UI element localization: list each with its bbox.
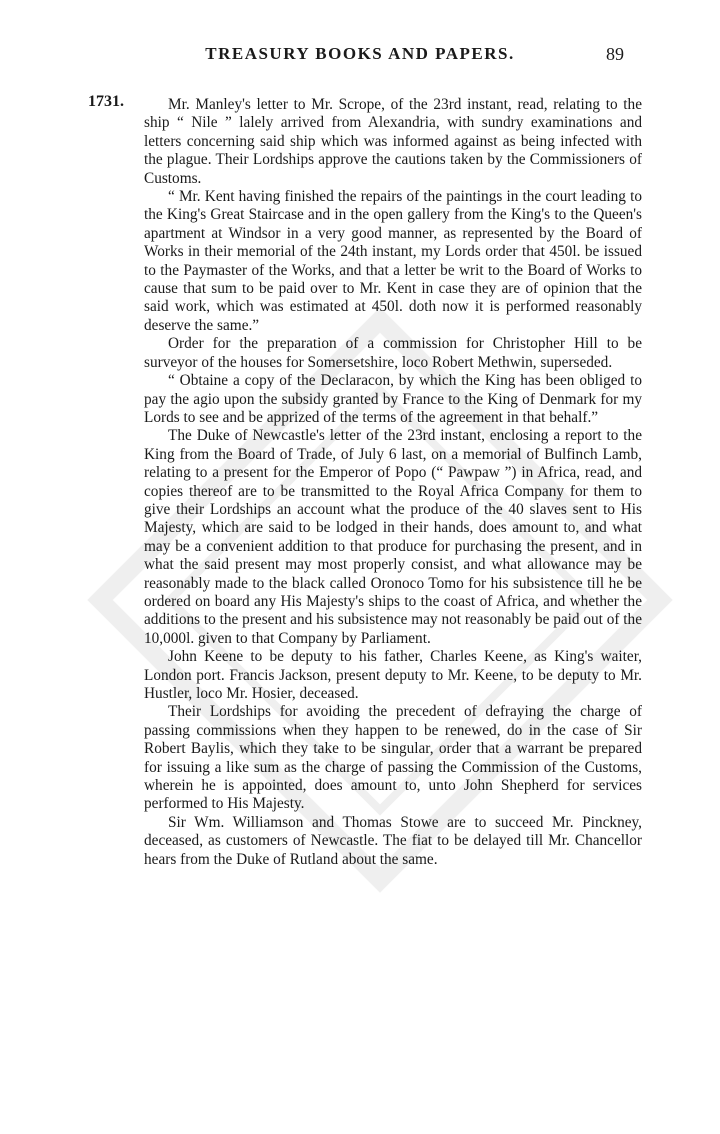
running-title: TREASURY BOOKS AND PAPERS.: [205, 44, 515, 63]
paragraph: Order for the preparation of a commission for Christopher Hill to be surveyor of the houses for Somersetshire, loco Robert Methwin, superseded.: [144, 335, 642, 371]
paragraph: “ Obtaine a copy of the Declaracon, by which the King has been obliged to pay the agio upon the subsidy granted by France to the King of Denmark for my Lords to see and be apprized of the terms of the agreement in that behalf.”: [144, 372, 642, 426]
paragraph: “ Mr. Kent having finished the repairs of the paintings in the court leading to the King's Great Staircase and in the open gallery from the King's to the Queen's apartment at Windsor in a very good manner, as represented by the Board of Works in their memorial of the 24th instant, my Lords order that 450l. be issued to the Paymaster of the Works, and that a letter be writ to the Board of Works to cause that sum to be paid over to Mr. Kent in case they are of opinion that the said work, which was estimated at 450l. doth now it is performed reasonably deserve the same.”: [144, 188, 642, 334]
running-head: [0, 44, 720, 68]
paragraph: Mr. Manley's letter to Mr. Scrope, of the 23rd instant, read, relating to the ship “ Nile ” lalely arrived from Alexandria, with sundry examinations and letters concerning said ship which was informed against as being infected with the plague. Their Lordships approve the cautions taken by the Commissioners of Customs.: [144, 96, 642, 187]
paragraph: John Keene to be deputy to his father, Charles Keene, as King's waiter, London port. Francis Jackson, present deputy to Mr. Keene, to be deputy to Mr. Hustler, loco Mr. Hosier, deceased.: [144, 648, 642, 702]
paragraph: Sir Wm. Williamson and Thomas Stowe are to succeed Mr. Pinckney, deceased, as customers of Newcastle. The fiat to be delayed till Mr. Chancellor hears from the Duke of Rutland about the same.: [144, 813, 642, 868]
page-number: 89: [606, 44, 624, 64]
paragraph: Their Lordships for avoiding the precedent of defraying the charge of passing commissions when they happen to be renewed, do in the case of Sir Robert Baylis, which they take to be singular, order that a warrant be prepared for issuing a like sum as the charge of passing the Commission of the Customs, wherein he is appointed, does amount to, unto John Shepherd for services performed to His Majesty.: [144, 703, 642, 813]
paragraph: The Duke of Newcastle's letter of the 23rd instant, enclosing a report to the King from the Board of Trade, of July 6 last, on a memorial of Bulfinch Lamb, relating to a present for the Emperor of Popo (“ Pawpaw ”) in Africa, read, and copies thereof are to be transmitted to the Royal Africa Company for them to give their Lordships an account what the produce of the 40 slaves sent to His Majesty, which are said to be lodged in their hands, does amount to, and what may be a convenient addition to that produce for purchasing the present, and in what the said present may most properly consist, and what allowance may be reasonably made to the black called Oronoco Tomo for his subsistence till he be ordered on board any His Majesty's ships to the coast of Africa, and whether the additions to the present and his subsistence may not reasonably be paid out of the 10,000l. given to that Company by Parliament.: [144, 427, 642, 647]
year-marginal: 1731.: [88, 93, 124, 110]
body-text: [144, 96, 642, 869]
